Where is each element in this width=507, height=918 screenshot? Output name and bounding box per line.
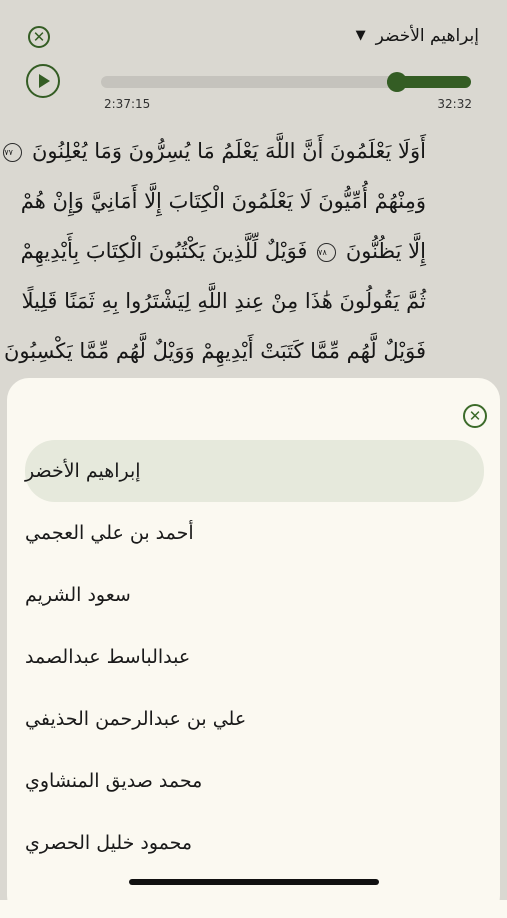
reciter-item[interactable]: محمود خليل الحصري bbox=[25, 832, 193, 854]
reciter-item[interactable]: علي بن عبدالرحمن الحذيفي bbox=[25, 708, 247, 730]
verse-line bbox=[4, 126, 426, 176]
play-button[interactable] bbox=[26, 64, 60, 98]
chevron-down-icon: ▼ bbox=[355, 27, 366, 43]
verse-text: أَوَلَا يَعْلَمُونَ أَنَّ اللَّهَ يَعْلَمُ مَا يُسِرُّونَ وَمَا يُعْلِنُونَ bbox=[32, 139, 426, 163]
quran-text bbox=[3, 126, 426, 376]
verse-line bbox=[20, 176, 426, 226]
verse-text: وَمِنْهُمْ أُمِّيُّونَ لَا يَعْلَمُونَ الْكِتَابَ إِلَّا أَمَانِيَّ وَإِنْ هُمْ bbox=[20, 189, 426, 213]
reciter-item[interactable]: سعود الشريم bbox=[25, 584, 131, 606]
reciter-item[interactable]: عبدالباسط عبدالصمد bbox=[25, 646, 191, 668]
reciter-list bbox=[25, 440, 484, 874]
reciter-item[interactable]: أحمد بن علي العجمي bbox=[25, 522, 194, 544]
home-indicator[interactable] bbox=[129, 879, 379, 885]
reciter-sheet bbox=[7, 378, 500, 918]
verse-line bbox=[20, 226, 426, 276]
verse-line bbox=[21, 276, 426, 326]
verse-text: فَوَيْلٌ لَّهُم مِّمَّا كَتَبَتْ أَيْدِيهِمْ وَوَيْلٌ لَّهُم مِّمَّا يَكْسِبُونَ bbox=[3, 339, 426, 363]
verse-line bbox=[3, 326, 426, 376]
progress-handle[interactable] bbox=[387, 72, 407, 92]
close-sheet-button[interactable] bbox=[463, 404, 487, 428]
reciter-item-selected[interactable]: إبراهيم الأخضر bbox=[25, 440, 484, 502]
verse-text: إِلَّا يَظُنُّونَ bbox=[345, 239, 426, 263]
reciter-dropdown[interactable] bbox=[356, 24, 479, 48]
verse-text: ثُمَّ يَقُولُونَ هَٰذَا مِنْ عِندِ اللَّهِ لِيَشْتَرُوا بِهِ ثَمَنًا قَلِيلًا bbox=[21, 289, 426, 313]
player-header bbox=[0, 0, 507, 128]
verse-text: فَوَيْلٌ لِّلَّذِينَ يَكْتُبُونَ الْكِتَابَ بِأَيْدِيهِمْ bbox=[20, 239, 308, 263]
ayah-number-marker: ٧٧ bbox=[3, 143, 22, 162]
reciter-item[interactable]: محمد صديق المنشاوي bbox=[25, 770, 203, 792]
close-icon: ✕ bbox=[32, 27, 46, 46]
progress-slider[interactable] bbox=[101, 76, 471, 88]
time-elapsed: 2:37:15 bbox=[104, 97, 151, 111]
play-icon bbox=[39, 74, 50, 88]
close-player-button[interactable] bbox=[28, 26, 50, 48]
close-icon: ✕ bbox=[468, 406, 482, 425]
reciter-dropdown-label: إبراهيم الأخضر bbox=[375, 26, 479, 46]
time-total: 32:32 bbox=[437, 97, 472, 111]
ayah-number-marker: ٧٨ bbox=[317, 243, 336, 262]
